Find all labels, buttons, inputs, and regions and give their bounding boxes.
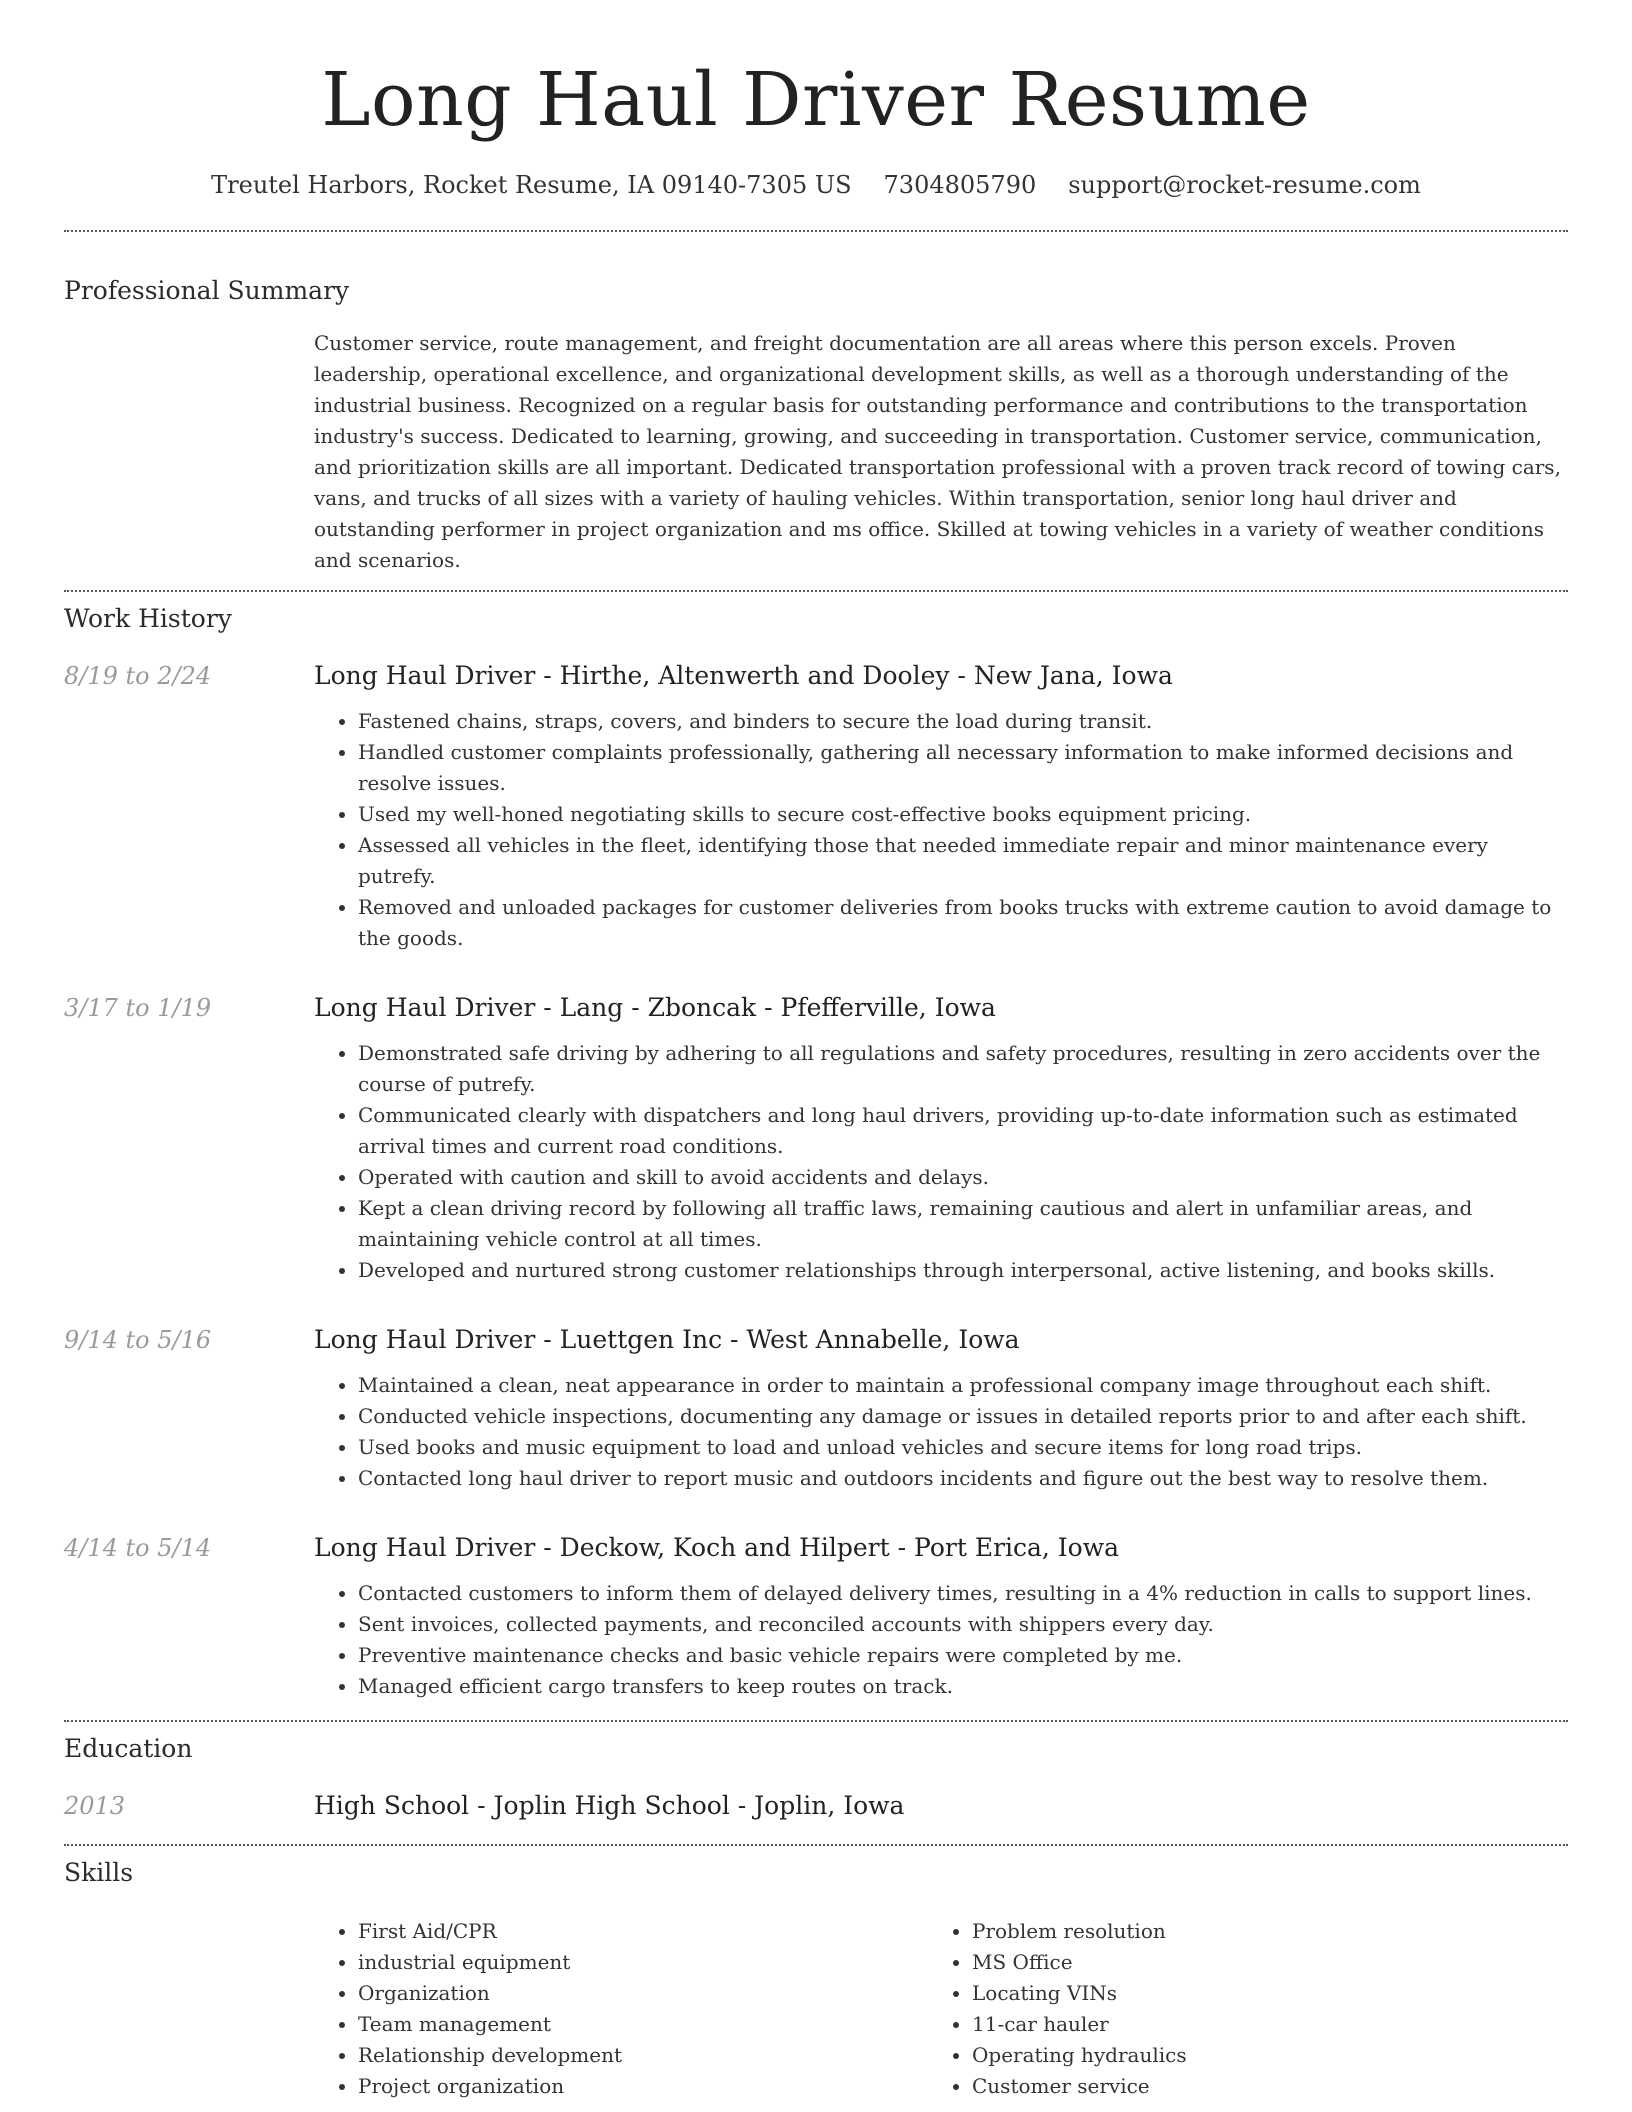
summary-section-title: Professional Summary	[64, 276, 350, 305]
skill-item: • First Aid/CPR	[358, 1916, 928, 1947]
work-bullets	[314, 1038, 1568, 1286]
work-bullet: • Removed and unloaded packages for customer deliveries from books trucks with extreme caution to avoid damage to the goods.	[358, 892, 1568, 954]
contact-phone: 7304805790	[883, 171, 1037, 199]
work-section-title: Work History	[64, 604, 232, 633]
divider	[64, 1844, 1568, 1846]
work-bullet: • Handled customer complaints professionally, gathering all necessary information to make informed decisions and resolve issues.	[358, 737, 1568, 799]
skill-item: • Relationship development	[358, 2040, 928, 2071]
divider	[64, 1720, 1568, 1722]
work-bullet: • Managed efficient cargo transfers to keep routes on track.	[358, 1671, 1568, 1702]
work-bullet: • Contacted customers to inform them of delayed delivery times, resulting in a 4% reduction in calls to support lines.	[358, 1578, 1568, 1609]
skill-item: • Customer service	[972, 2071, 1492, 2102]
contact-email: support@rocket-resume.com	[1068, 171, 1421, 199]
skill-item: • MS Office	[972, 1947, 1492, 1978]
work-bullets	[314, 706, 1568, 954]
work-dates: 3/17 to 1/19	[64, 994, 212, 1022]
work-bullet: • Communicated clearly with dispatchers and long haul drivers, providing up-to-date information such as estimated arrival times and current road conditions.	[358, 1100, 1568, 1162]
work-entry	[64, 658, 1568, 954]
skills-list	[314, 1916, 1568, 2102]
education-heading: High School - Joplin High School - Joplin, Iowa	[314, 1791, 905, 1820]
contact-line	[64, 168, 1568, 202]
work-bullet: • Conducted vehicle inspections, documenting any damage or issues in detailed reports prior to and after each shift.	[358, 1401, 1568, 1432]
work-bullet: • Used my well-honed negotiating skills to secure cost-effective books equipment pricing.	[358, 799, 1568, 830]
skill-item: • Project organization	[358, 2071, 928, 2102]
education-year: 2013	[64, 1792, 126, 1820]
work-bullet: • Contacted long haul driver to report music and outdoors incidents and figure out the best way to resolve them.	[358, 1463, 1568, 1494]
work-bullet: • Fastened chains, straps, covers, and binders to secure the load during transit.	[358, 706, 1568, 737]
work-entry	[64, 1322, 1568, 1494]
work-dates: 8/19 to 2/24	[64, 662, 212, 690]
skill-item: • industrial equipment	[358, 1947, 928, 1978]
skill-item: • Operating hydraulics	[972, 2040, 1492, 2071]
work-entry	[64, 990, 1568, 1286]
resume-title: Long Haul Driver Resume	[321, 57, 1311, 143]
summary-text: Customer service, route management, and freight documentation are all areas where this person excels. Proven leadership, operational excellence, and organizational development skills, as well as a thorough understanding of the industrial business. Recognized on a regular basis for outstanding performance and contributions to the transportation industry's success. Dedicated to learning, growing, and succeeding in transportation. Customer service, communication, and prioritization skills are all important. Dedicated transportation professional with a proven track record of towing cars, vans, and trucks of all sizes with a variety of hauling vehicles. Within transportation, senior long haul driver and outstanding performer in project organization and ms office. Skilled at towing vehicles in a variety of weather conditions and scenarios.	[314, 331, 1561, 572]
work-heading: Long Haul Driver - Deckow, Koch and Hilpert - Port Erica, Iowa	[314, 1533, 1120, 1562]
skill-item: • Problem resolution	[972, 1916, 1492, 1947]
education-section-title: Education	[64, 1734, 193, 1763]
education-entry	[64, 1788, 1568, 1824]
work-bullet: • Kept a clean driving record by following all traffic laws, remaining cautious and alert in unfamiliar areas, and maintaining vehicle control at all times.	[358, 1193, 1568, 1255]
work-dates: 9/14 to 5/16	[64, 1326, 212, 1354]
skill-item: • 11-car hauler	[972, 2009, 1492, 2040]
work-bullet: • Used books and music equipment to load and unload vehicles and secure items for long road trips.	[358, 1432, 1568, 1463]
work-bullet: • Developed and nurtured strong customer relationships through interpersonal, active listening, and books skills.	[358, 1255, 1568, 1286]
divider	[64, 230, 1568, 232]
skill-item: • Team management	[358, 2009, 928, 2040]
work-bullet: • Preventive maintenance checks and basic vehicle repairs were completed by me.	[358, 1640, 1568, 1671]
skills-section-title: Skills	[64, 1858, 134, 1887]
work-entry	[64, 1530, 1568, 1702]
resume-page	[64, 0, 1568, 2102]
work-heading: Long Haul Driver - Hirthe, Altenwerth and Dooley - New Jana, Iowa	[314, 661, 1173, 690]
work-bullets	[314, 1370, 1568, 1494]
work-bullet: • Sent invoices, collected payments, and reconciled accounts with shippers every day.	[358, 1609, 1568, 1640]
work-dates: 4/14 to 5/14	[64, 1534, 212, 1562]
divider	[64, 590, 1568, 592]
work-bullets	[314, 1578, 1568, 1702]
work-bullet: • Demonstrated safe driving by adhering to all regulations and safety procedures, resulting in zero accidents over the course of putrefy.	[358, 1038, 1568, 1100]
skill-item: • Organization	[358, 1978, 928, 2009]
skills-column-right	[928, 1916, 1492, 2102]
skill-item: • Locating VINs	[972, 1978, 1492, 2009]
work-heading: Long Haul Driver - Lang - Zboncak - Pfefferville, Iowa	[314, 993, 996, 1022]
work-bullet: • Operated with caution and skill to avoid accidents and delays.	[358, 1162, 1568, 1193]
skills-column-left	[314, 1916, 928, 2102]
work-bullet: • Maintained a clean, neat appearance in order to maintain a professional company image throughout each shift.	[358, 1370, 1568, 1401]
work-heading: Long Haul Driver - Luettgen Inc - West Annabelle, Iowa	[314, 1325, 1020, 1354]
work-bullet: • Assessed all vehicles in the fleet, identifying those that needed immediate repair and minor maintenance every putrefy.	[358, 830, 1568, 892]
contact-address: Treutel Harbors, Rocket Resume, IA 09140-7305 US	[211, 171, 852, 199]
